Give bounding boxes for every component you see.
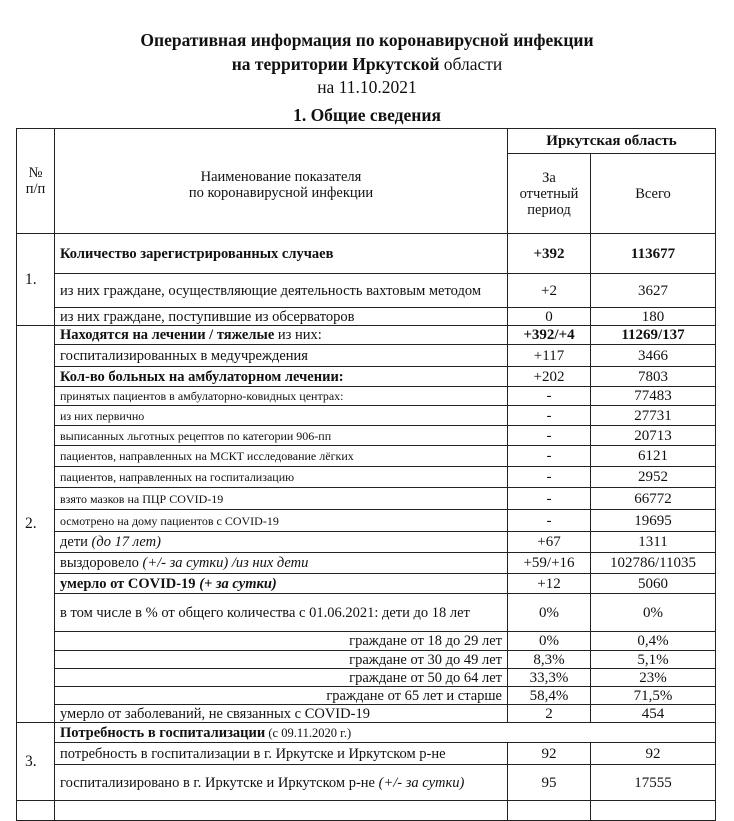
row-total-value: 7803 [591, 367, 716, 387]
table-row [17, 723, 716, 743]
table-row [17, 426, 716, 446]
row-label: выписанных льготных рецептов по категории 906-пп [55, 426, 508, 446]
row-total-value: 0,4% [591, 632, 716, 651]
table-row [17, 274, 716, 308]
table-row [17, 488, 716, 510]
row-total-value: 11269/137 [591, 326, 716, 345]
row-label-bold: умерло от COVID-19 [60, 575, 200, 592]
row-total-value: 92 [591, 743, 716, 765]
row-period-value: - [508, 467, 591, 488]
row-period-value: 0% [508, 632, 591, 651]
document-title-line1: Оперативная информация по коронавирусной инфекции [140, 30, 594, 50]
row-total-value: 113677 [591, 234, 716, 274]
row-label [55, 553, 508, 574]
table-header-row [17, 129, 716, 154]
row-total-value: 3627 [591, 274, 716, 308]
table-row [17, 553, 716, 574]
row-total-value: 19695 [591, 510, 716, 532]
row-total-value: 71,5% [591, 687, 716, 705]
row-period-value: 92 [508, 743, 591, 765]
section-title: 1. Общие сведения [293, 105, 441, 125]
row-total-value: 27731 [591, 406, 716, 426]
table-row [17, 705, 716, 723]
row-period-value: +59/+16 [508, 553, 591, 574]
row-total-value: 180 [591, 308, 716, 326]
table-row [17, 743, 716, 765]
row-total-value: 23% [591, 669, 716, 687]
row-period-value: +67 [508, 532, 591, 553]
header-num-label: п/п [25, 181, 46, 197]
row-label-plain: госпитализировано в г. Иркутске и Иркутском р-не [60, 774, 379, 791]
table-row [17, 387, 716, 406]
table-row [17, 406, 716, 426]
table-row [17, 765, 716, 801]
row-period-value: +392 [508, 234, 591, 274]
row-period-value: 2 [508, 705, 591, 723]
row-period-value: +202 [508, 367, 591, 387]
partial-cell [591, 801, 716, 821]
partial-cell [508, 801, 591, 821]
table-row [17, 326, 716, 345]
row-total-value: 66772 [591, 488, 716, 510]
section-number: 1. [17, 234, 55, 326]
row-label: из них граждане, осуществляющие деятельность вахтовым методом [55, 274, 508, 308]
row-label: граждане от 65 лет и старше [55, 687, 508, 705]
row-period-value: - [508, 488, 591, 510]
row-label [55, 723, 716, 743]
covid-info-table [16, 128, 716, 821]
table-row [17, 234, 716, 274]
row-total-value: 5,1% [591, 651, 716, 669]
table-row [17, 669, 716, 687]
row-label: потребность в госпитализации в г. Иркутске и Иркутском р-не [55, 743, 508, 765]
header-region: Иркутская область [508, 129, 716, 154]
table-row [17, 651, 716, 669]
table-row [17, 594, 716, 632]
row-label [55, 574, 508, 594]
section-number: 3. [17, 723, 55, 801]
row-total-value: 6121 [591, 446, 716, 467]
row-period-value: 58,4% [508, 687, 591, 705]
row-label: из них первично [55, 406, 508, 426]
row-label: госпитализированных в медучреждения [55, 345, 508, 367]
header-period-cell [508, 154, 591, 234]
row-total-value: 1311 [591, 532, 716, 553]
row-label: Кол-во больных на амбулаторном лечении: [55, 367, 508, 387]
row-period-value: - [508, 406, 591, 426]
header-num-symbol: № [28, 165, 43, 181]
table-row [17, 532, 716, 553]
row-period-value: +12 [508, 574, 591, 594]
header-name-cell [55, 129, 508, 234]
row-total-value: 77483 [591, 387, 716, 406]
table-row [17, 345, 716, 367]
row-period-value: 0% [508, 594, 591, 632]
row-label: Количество зарегистрированных случаев [55, 234, 508, 274]
table-row [17, 367, 716, 387]
header-period-line3: период [527, 201, 571, 218]
header-total: Всего [591, 154, 716, 234]
row-label: граждане от 18 до 29 лет [55, 632, 508, 651]
table-row-partial [17, 801, 716, 821]
row-period-value: +392/+4 [508, 326, 591, 345]
title-line2-suffix: области [443, 54, 503, 74]
row-period-value: 0 [508, 308, 591, 326]
row-total-value: 5060 [591, 574, 716, 594]
row-period-value: - [508, 446, 591, 467]
table-row [17, 510, 716, 532]
row-total-value: 0% [591, 594, 716, 632]
row-period-value: 8,3% [508, 651, 591, 669]
row-label-bold: Находятся на лечении / тяжелые [60, 327, 275, 343]
table-row [17, 467, 716, 488]
row-label-rest: (с 09.11.2020 г.) [265, 725, 352, 740]
row-label-rest: из них: [274, 327, 322, 343]
header-name-line2: по коронавирусной инфекции [188, 185, 374, 201]
row-total-value: 2952 [591, 467, 716, 488]
section-number: 2. [17, 326, 55, 723]
header-period-line1: За [542, 169, 556, 186]
row-period-value: 95 [508, 765, 591, 801]
row-label-italic: (+/- за сутки) /из них дети [142, 555, 309, 571]
table-row [17, 574, 716, 594]
row-label: взято мазков на ПЦР COVID-19 [55, 488, 508, 510]
row-label: пациентов, направленных на МСКТ исследование лёгких [55, 446, 508, 467]
table-row [17, 632, 716, 651]
row-label: граждане от 50 до 64 лет [55, 669, 508, 687]
row-label-italic: (до 17 лет) [91, 534, 161, 550]
header-num-cell [17, 129, 55, 234]
table-row [17, 687, 716, 705]
table-row [17, 308, 716, 326]
row-label: в том числе в % от общего количества с 01.06.2021: дети до 18 лет [55, 594, 508, 632]
row-total-value: 20713 [591, 426, 716, 446]
table-row [17, 446, 716, 467]
partial-cell [17, 801, 55, 821]
document-title-line2 [0, 52, 734, 76]
row-label-italic: (+/- за сутки) [378, 774, 465, 791]
row-label-plain: дети [60, 534, 92, 550]
row-period-value: - [508, 387, 591, 406]
row-period-value: - [508, 426, 591, 446]
header-name-line1: Наименование показателя [200, 169, 362, 185]
row-label [55, 326, 508, 345]
row-period-value: +117 [508, 345, 591, 367]
partial-cell [55, 801, 508, 821]
row-label [55, 532, 508, 553]
row-label: осмотрено на дому пациентов с COVID-19 [55, 510, 508, 532]
row-label: из них граждане, поступившие из обсерваторов [55, 308, 508, 326]
row-total-value: 102786/11035 [591, 553, 716, 574]
title-line2-prefix: на территории Иркутской [231, 54, 440, 74]
row-label: принятых пациентов в амбулаторно-ковидных центрах: [55, 387, 508, 406]
document-header [0, 28, 734, 98]
header-period-line2: отчетный [519, 185, 579, 202]
row-label: пациентов, направленных на госпитализацию [55, 467, 508, 488]
row-period-value: 33,3% [508, 669, 591, 687]
row-total-value: 17555 [591, 765, 716, 801]
row-total-value: 3466 [591, 345, 716, 367]
row-label-plain: выздоровело [60, 555, 143, 571]
row-period-value: +2 [508, 274, 591, 308]
report-date: на 11.10.2021 [317, 77, 417, 97]
row-label: граждане от 30 до 49 лет [55, 651, 508, 669]
row-label: умерло от заболеваний, не связанных с COVID-19 [55, 705, 508, 723]
row-label [55, 765, 508, 801]
row-total-value: 454 [591, 705, 716, 723]
row-label-bold: Потребность в госпитализации [60, 724, 266, 741]
row-period-value: - [508, 510, 591, 532]
row-label-italic: (+ за сутки) [199, 575, 277, 592]
